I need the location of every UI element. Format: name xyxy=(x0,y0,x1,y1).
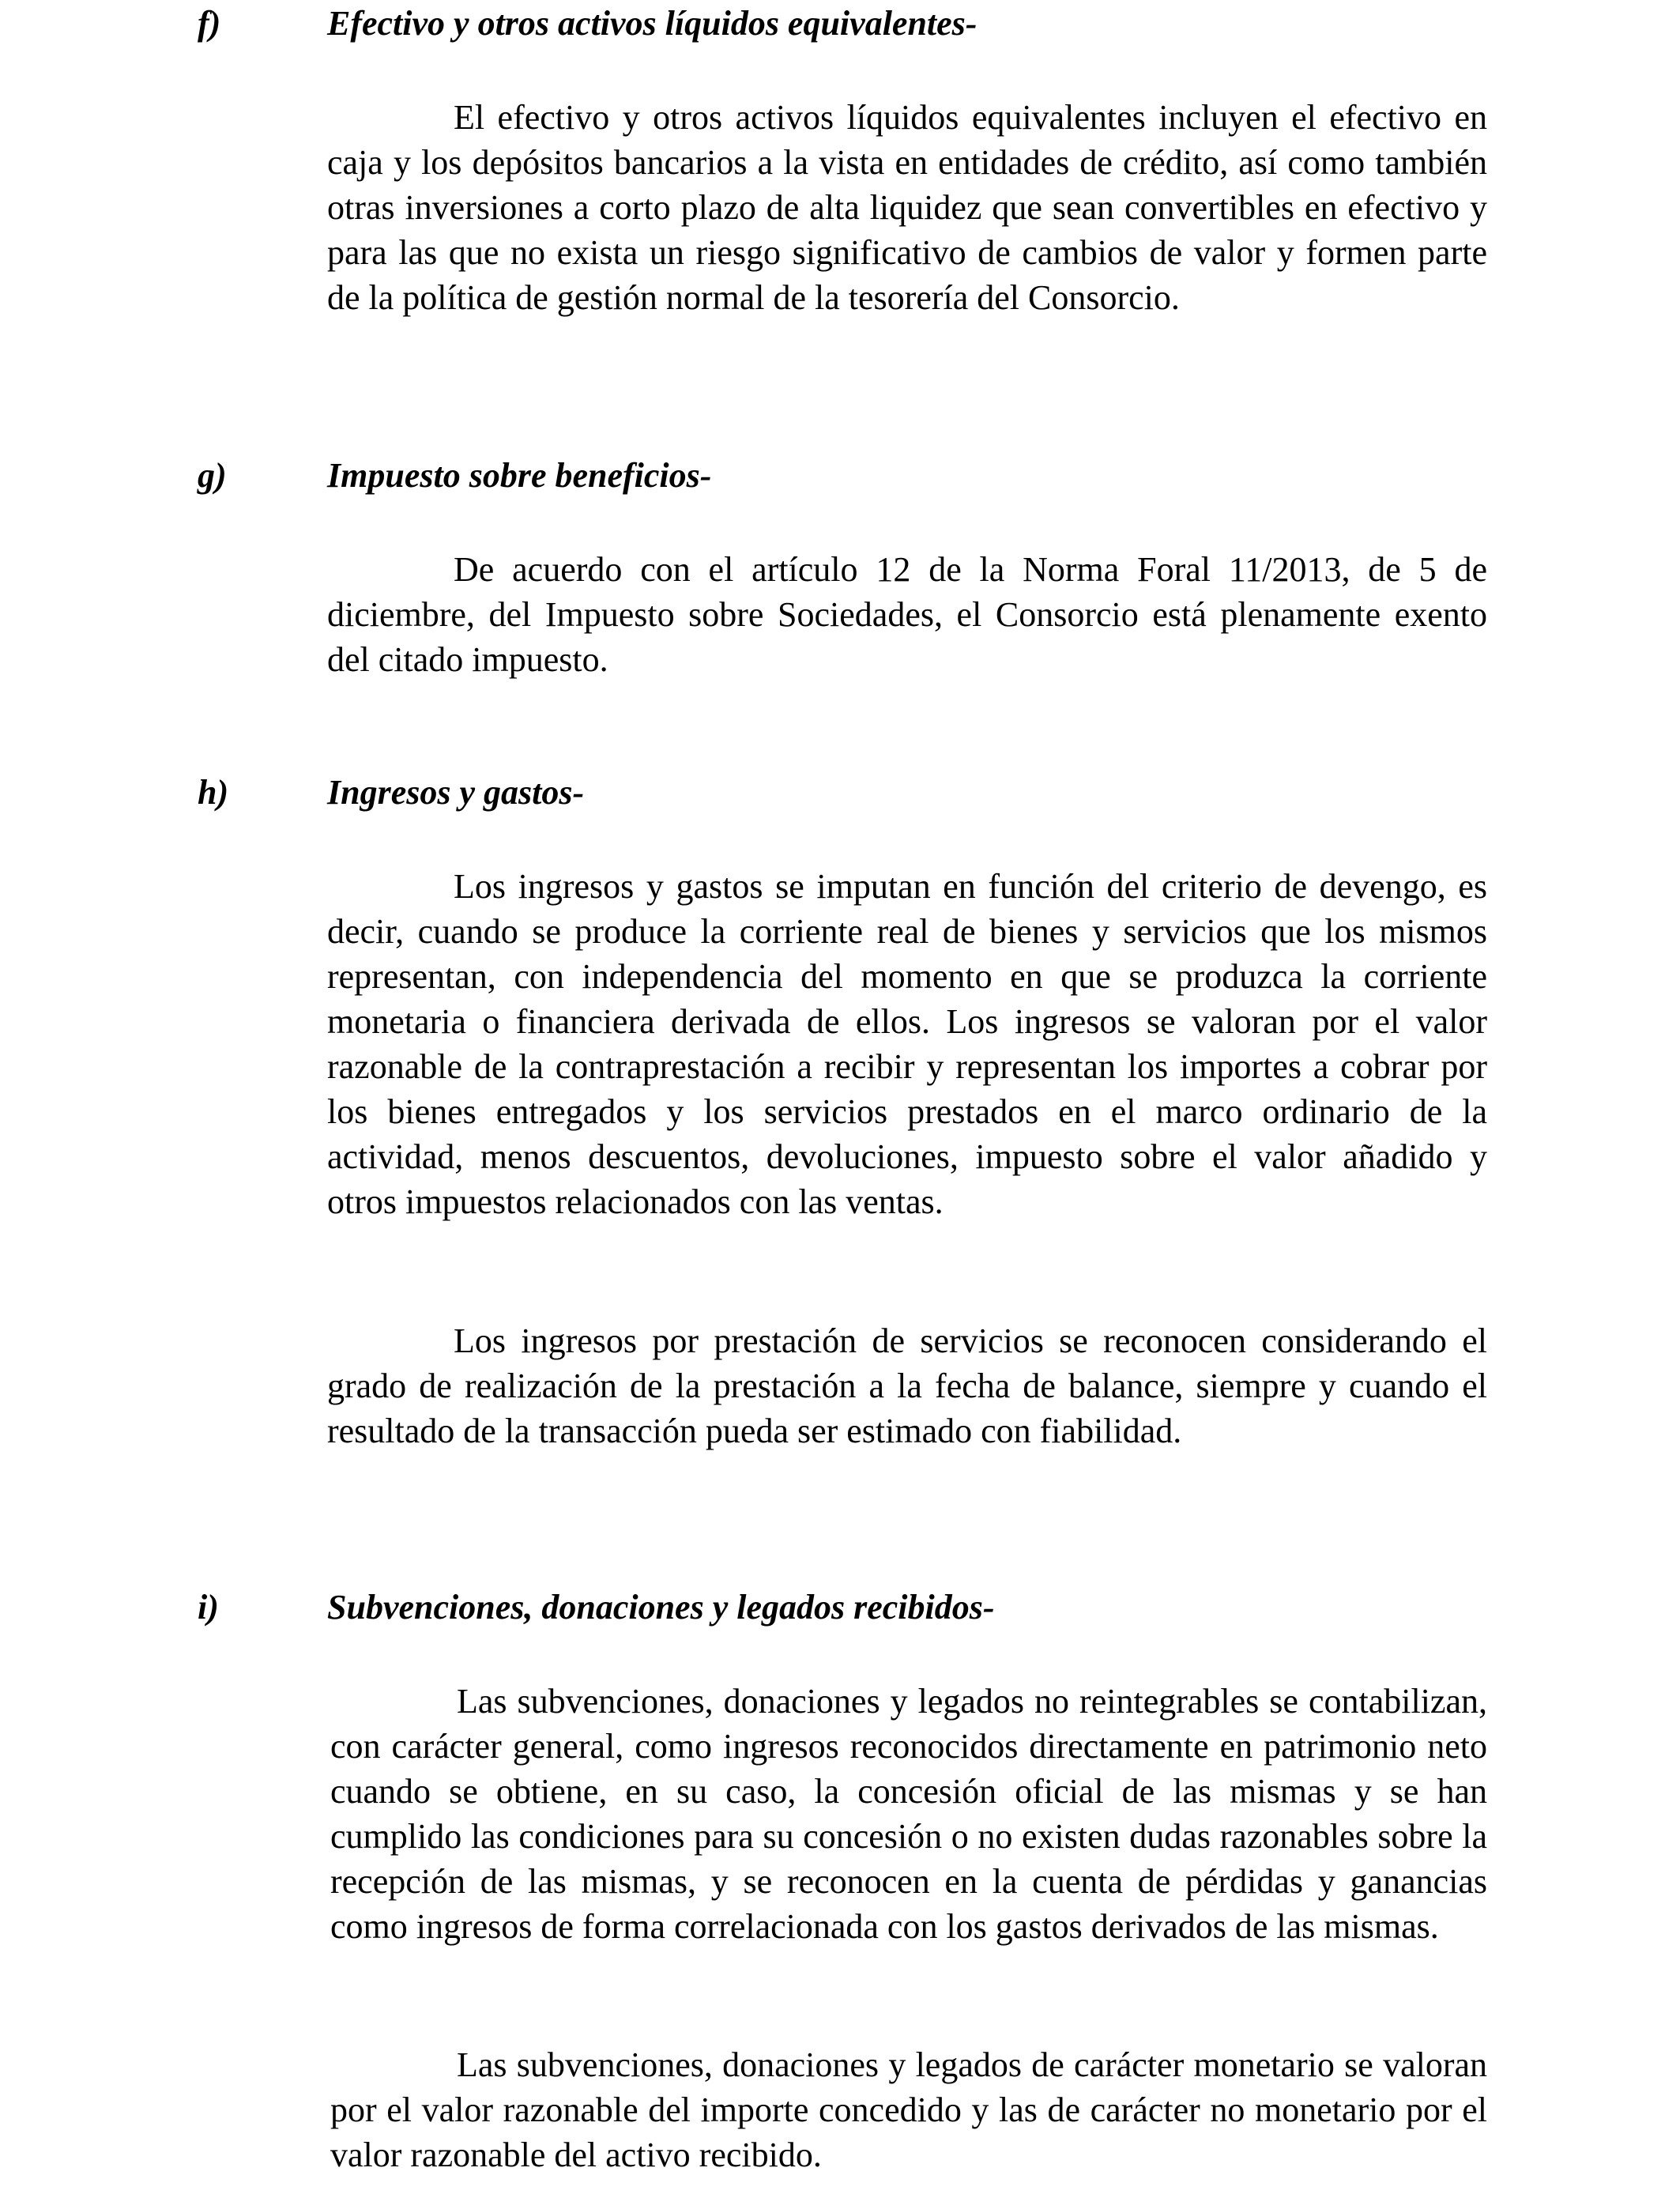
paragraph: Los ingresos por prestación de servicios se reconocen considerando el grado de realización de la prestación a la fecha de balance, siempre y cuando el resultado de la transacción pueda ser estimado con fiabilidad. xyxy=(327,1321,1487,1450)
section-heading: Subvenciones, donaciones y legados recibidos- xyxy=(327,1588,995,1627)
section-heading: Ingresos y gastos- xyxy=(327,773,585,812)
section-heading: Efectivo y otros activos líquidos equivalentes- xyxy=(327,4,977,43)
paragraph: De acuerdo con el artículo 12 de la Norma Foral 11/2013, de 5 de diciembre, del Impuesto sobre Sociedades, el Consorcio está plenamente exento del citado impuesto. xyxy=(327,550,1487,679)
paragraph: Los ingresos y gastos se imputan en función del criterio de devengo, es decir, cuando se produce la corriente real de bienes y servicios que los mismos representan, con independencia del momento en que se produzca la corriente monetaria o financiera derivada de ellos. Los ingresos se valoran por el valor razonable de la contraprestación a recibir y representan los importes a cobrar por los bienes entregados y los servicios prestados en el marco ordinario de la actividad, menos descuentos, devoluciones, impuesto sobre el valor añadido y otros impuestos relacionados con las ventas. xyxy=(327,867,1487,1221)
paragraph: El efectivo y otros activos líquidos equivalentes incluyen el efectivo en caja y los depósitos bancarios a la vista en entidades de crédito, así como también otras inversiones a corto plazo de alta liquidez que sean convertibles en efectivo y para las que no exista un riesgo significativo de cambios de valor y formen parte de la política de gestión normal de la tesorería del Consorcio. xyxy=(327,98,1487,317)
section-heading: Impuesto sobre beneficios- xyxy=(327,456,712,495)
section-letter: i) xyxy=(198,1588,219,1627)
section-letter: h) xyxy=(198,773,229,812)
section-letter: f) xyxy=(198,4,221,43)
section-letter: g) xyxy=(198,456,227,495)
paragraph: Las subvenciones, donaciones y legados no reintegrables se contabilizan, con carácter general, como ingresos reconocidos directamente en patrimonio neto cuando se obtiene, en su caso, la concesión oficial de las mismas y se han cumplido las condiciones para su concesión o no existen dudas razonables sobre la recepción de las mismas, y se reconocen en la cuenta de pérdidas y ganancias como ingresos de forma correlacionada con los gastos derivados de las mismas. xyxy=(330,1682,1487,1946)
paragraph: Las subvenciones, donaciones y legados de carácter monetario se valoran por el valor razonable del importe concedido y las de carácter no monetario por el valor razonable del activo recibido. xyxy=(330,2045,1487,2174)
